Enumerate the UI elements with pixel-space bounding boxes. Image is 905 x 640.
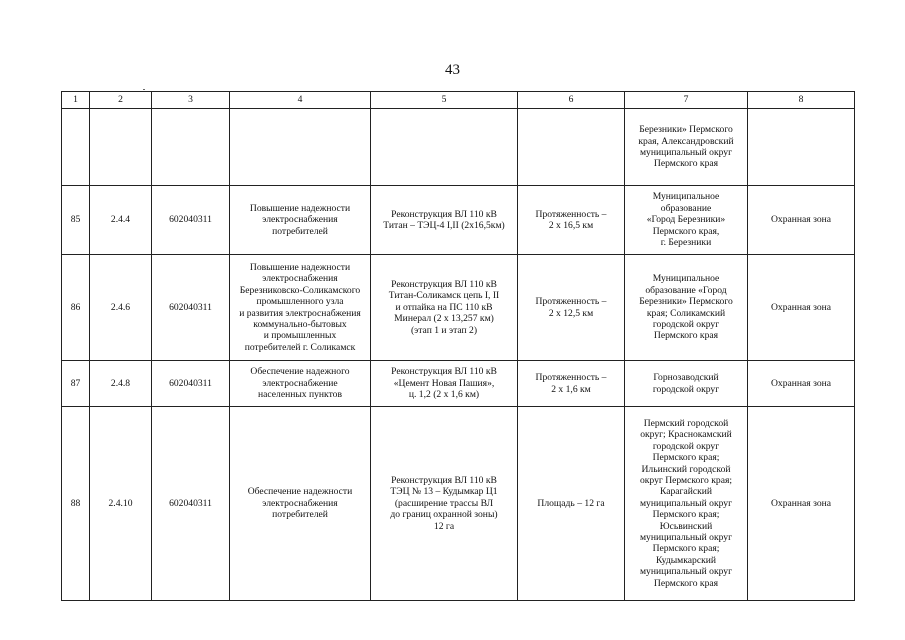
cell-code: 2.4.10 [90,407,152,601]
cell-object: Реконструкция ВЛ 110 кВ Титан – ТЭЦ-4 I,II (2х16,5км) [371,186,518,255]
table-row [62,361,855,407]
scan-artifact [143,89,145,90]
header-cell-6: 6 [518,92,625,109]
cell-number: 86 [62,255,90,361]
cell-object: Реконструкция ВЛ 110 кВ «Цемент Новая Пашия», ц. 1,2 (2 х 1,6 км) [371,361,518,407]
cell-parameter [518,109,625,186]
cell-zone: Охранная зона [748,186,855,255]
cell-object [371,109,518,186]
cell-zone: Охранная зона [748,255,855,361]
header-cell-1: 1 [62,92,90,109]
cell-purpose: Повышение надежности электроснабжения потребителей [230,186,371,255]
cell-parameter: Протяженность – 2 х 12,5 км [518,255,625,361]
table-row-continuation [62,109,855,186]
cell-purpose [230,109,371,186]
cell-zone: Охранная зона [748,361,855,407]
header-cell-4: 4 [230,92,371,109]
cell-territory: Муниципальное образование «Город Березники» Пермского края; Соликамский городской округ Пермского края [625,255,748,361]
cell-id [152,109,230,186]
cell-territory: Горнозаводский городской округ [625,361,748,407]
data-table [61,91,855,601]
cell-zone: Охранная зона [748,407,855,601]
cell-number: 88 [62,407,90,601]
header-cell-2: 2 [90,92,152,109]
cell-purpose: Обеспечение надежного электроснабжение населенных пунктов [230,361,371,407]
cell-purpose: Повышение надежности электроснабжения Березниковско-Соликамского промышленного узла и развития электроснабжения коммунально-бытовых и промышленных потребителей г. Соликамск [230,255,371,361]
header-cell-8: 8 [748,92,855,109]
cell-id: 602040311 [152,407,230,601]
cell-territory: Пермский городской округ; Краснокамский городской округ Пермского края; Ильинский городской округ Пермского края; Карагайский муниципальный округ Пермского края; Юсьвинский муниципальный округ Пермского края; Кудымкарский муниципальный округ Пермского края [625,407,748,601]
page-number: 43 [445,62,460,78]
cell-zone [748,109,855,186]
cell-number: 85 [62,186,90,255]
cell-object: Реконструкция ВЛ 110 кВ Титан-Соликамск цепь I, II и отпайка на ПС 110 кВ Минерал (2 х 13,257 км) (этап 1 и этап 2) [371,255,518,361]
header-row [62,92,855,109]
cell-object: Реконструкция ВЛ 110 кВ ТЭЦ № 13 – Кудымкар Ц1 (расширение трассы ВЛ до границ охранной зоны) 12 га [371,407,518,601]
table-row [62,255,855,361]
cell-code: 2.4.6 [90,255,152,361]
cell-territory: Муниципальное образование «Город Березники» Пермского края, г. Березники [625,186,748,255]
cell-parameter: Площадь – 12 га [518,407,625,601]
header-cell-5: 5 [371,92,518,109]
cell-number: 87 [62,361,90,407]
header-cell-7: 7 [625,92,748,109]
cell-id: 602040311 [152,361,230,407]
cell-code: 2.4.8 [90,361,152,407]
cell-code [90,109,152,186]
cell-number [62,109,90,186]
cell-id: 602040311 [152,255,230,361]
cell-territory: Березники» Пермского края, Александровский муниципальный округ Пермского края [625,109,748,186]
cell-parameter: Протяженность – 2 х 16,5 км [518,186,625,255]
cell-parameter: Протяженность – 2 х 1,6 км [518,361,625,407]
cell-id: 602040311 [152,186,230,255]
cell-code: 2.4.4 [90,186,152,255]
header-cell-3: 3 [152,92,230,109]
table-row [62,407,855,601]
table-row [62,186,855,255]
cell-purpose: Обеспечение надежности электроснабжения потребителей [230,407,371,601]
